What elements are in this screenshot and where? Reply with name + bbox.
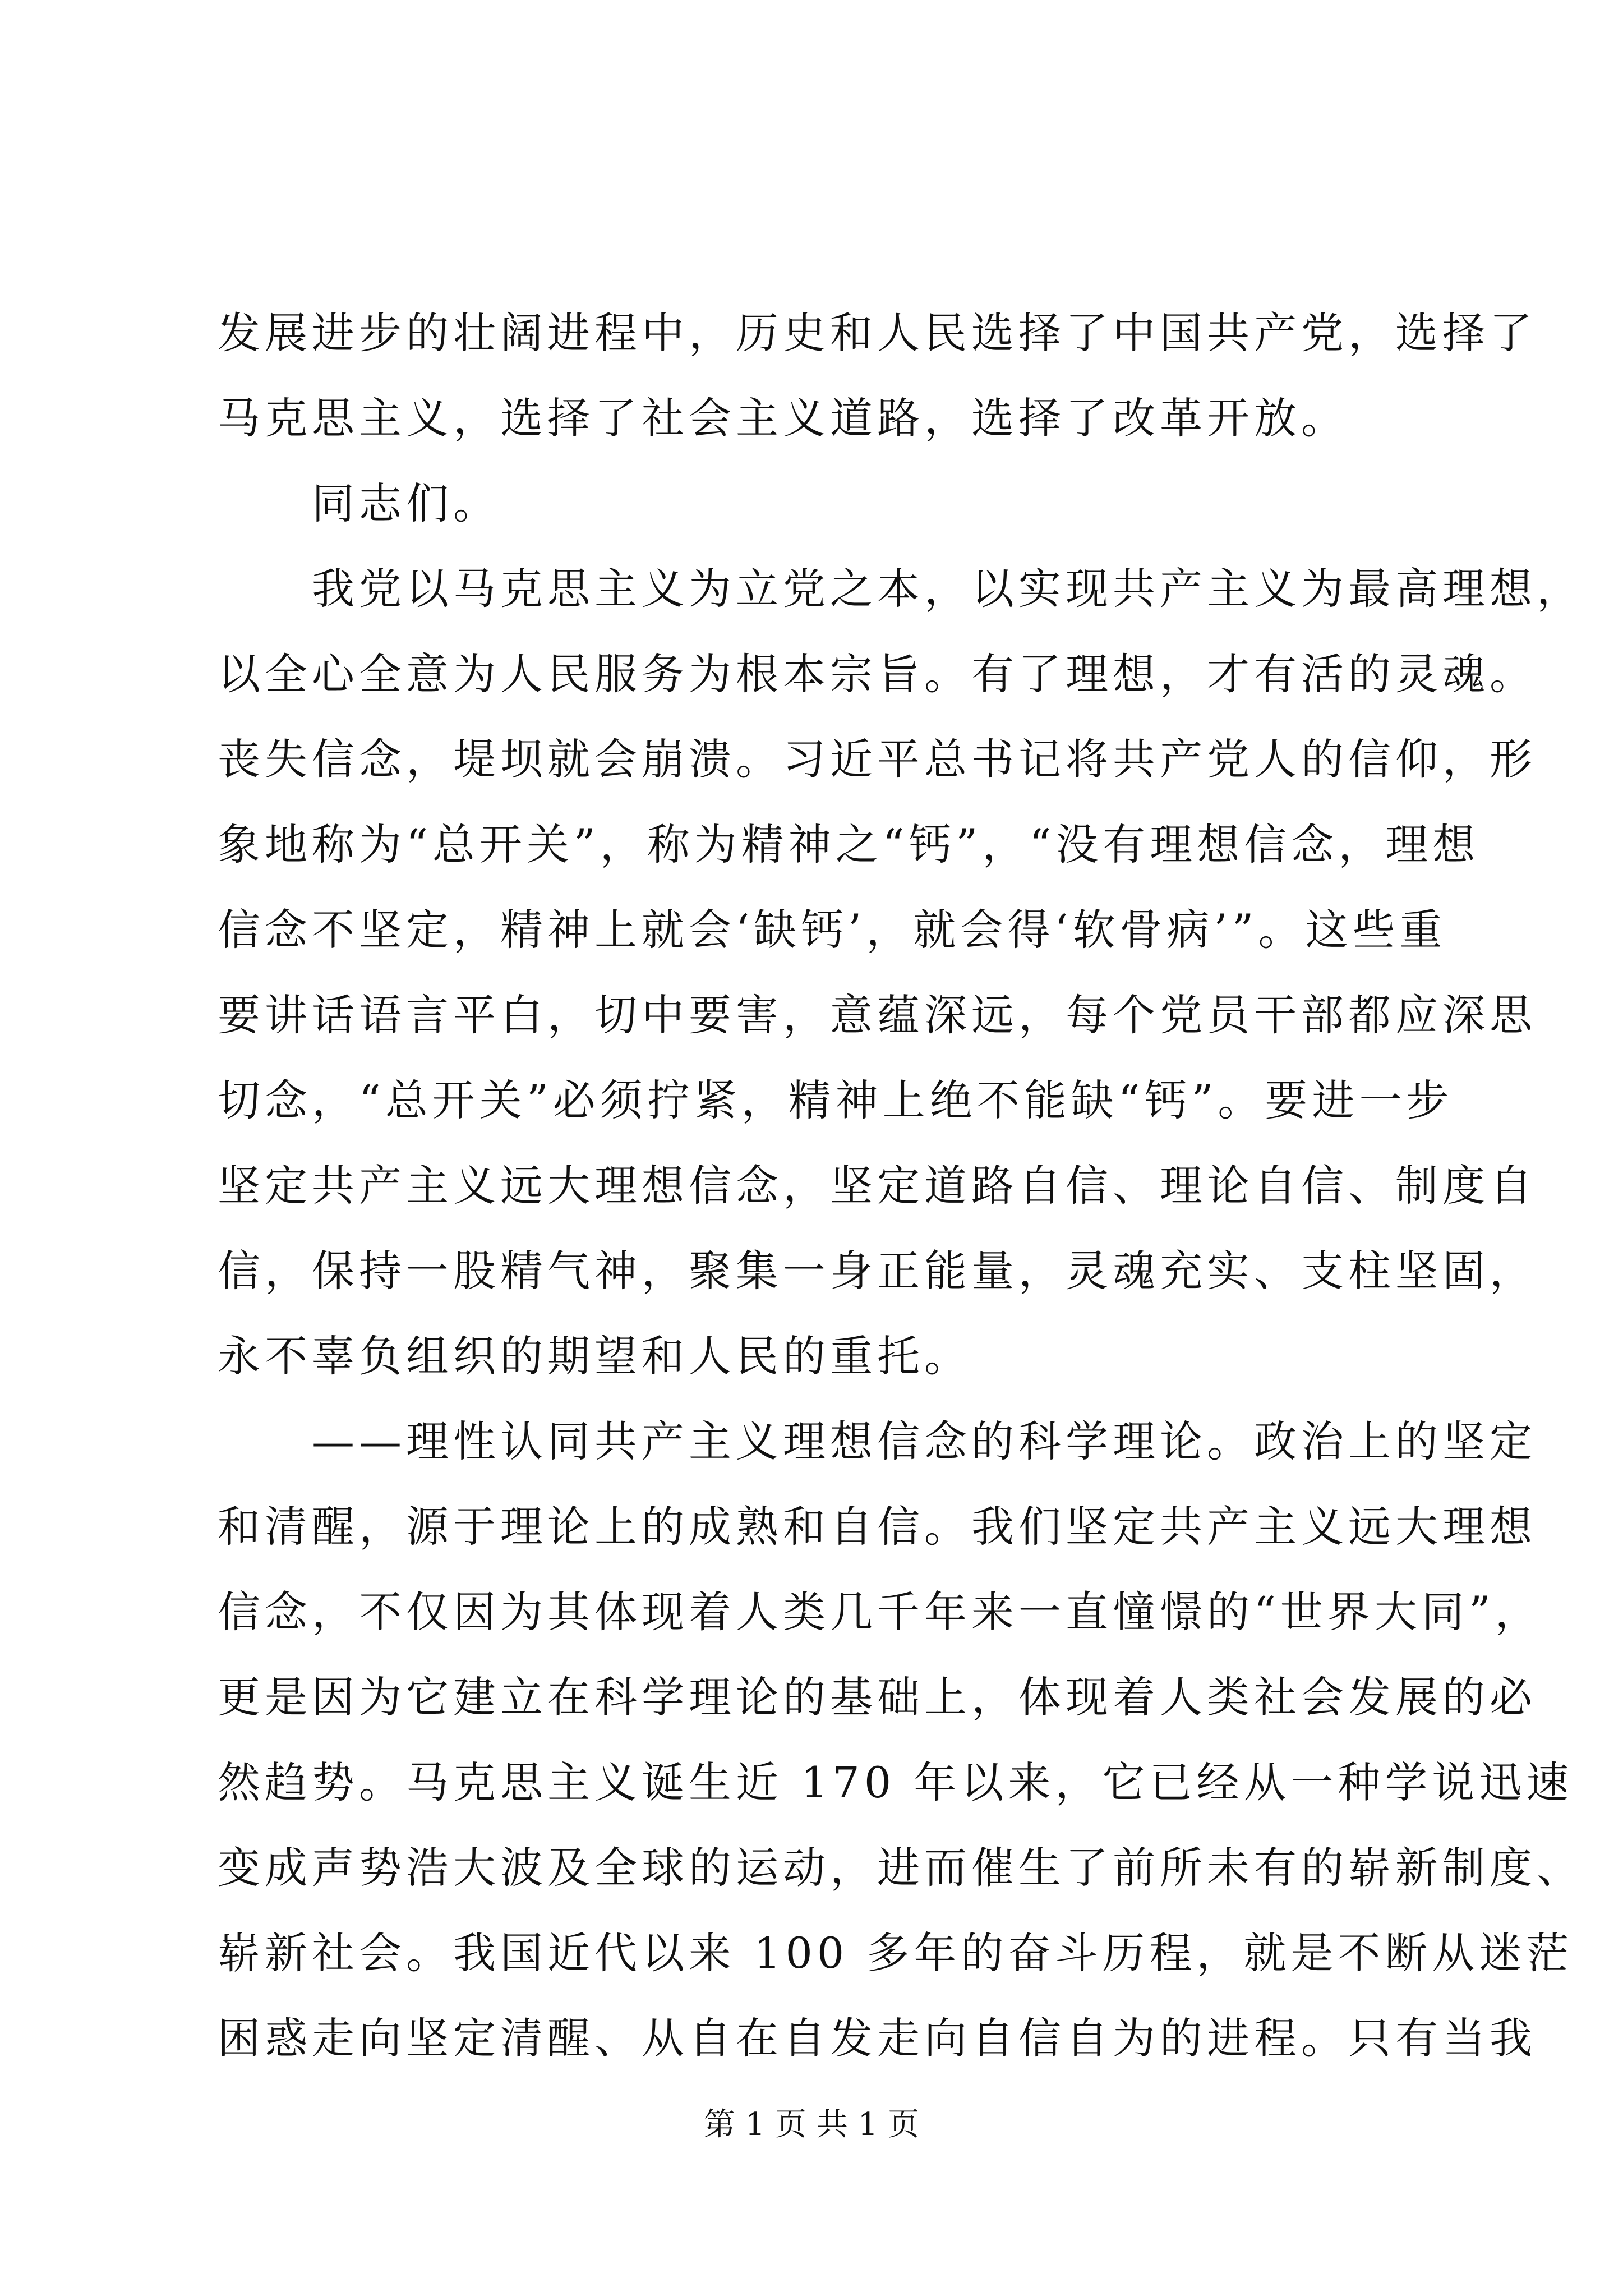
text-line: 切念，“总开关”必须拧紧，精神上绝不能缺“钙”。要进一步 <box>218 1075 1454 1125</box>
text-line: 信念不坚定，精神上就会‘缺钙’，就会得‘软骨病’”。这些重 <box>218 905 1447 955</box>
text-line: 以全心全意为人民服务为根本宗旨。有了理想，才有活的灵魂。 <box>218 649 1537 699</box>
text-line: 和清醒，源于理论上的成熟和自信。我们坚定共产主义远大理想 <box>218 1502 1537 1552</box>
text-line: 象地称为“总开关”，称为精神之“钙”，“没有理想信念，理想 <box>218 820 1480 869</box>
document-body <box>218 291 1584 2081</box>
text-line: ——理性认同共产主义理想信念的科学理论。政治上的坚定 <box>218 1416 1537 1466</box>
text-line: 然趋势。马克思主义诞生近 170 年以来，它已经从一种学说迅速 <box>218 1757 1574 1807</box>
text-line: 信，保持一股精气神，聚集一身正能量，灵魂充实、支柱坚固， <box>218 1246 1537 1296</box>
text-line: 变成声势浩大波及全球的运动，进而催生了前所未有的崭新制度、 <box>218 1843 1584 1893</box>
page-footer <box>0 2102 1623 2147</box>
text-line: 信念，不仅因为其体现着人类几千年来一直憧憬的“世界大同”， <box>218 1587 1542 1637</box>
text-line: 我党以马克思主义为立党之本，以实现共产主义为最高理想， <box>218 564 1584 614</box>
text-line: 发展进步的壮阔进程中，历史和人民选择了中国共产党，选择了 <box>218 308 1537 358</box>
page-number-label: 第 1 页 共 1 页 <box>703 2106 920 2143</box>
text-line: 同志们。 <box>218 478 500 528</box>
text-line: 马克思主义，选择了社会主义道路，选择了改革开放。 <box>218 393 1348 443</box>
text-line: 困惑走向坚定清醒、从自在自发走向自信自为的进程。只有当我 <box>218 2013 1537 2063</box>
text-line: 坚定共产主义远大理想信念，坚定道路自信、理论自信、制度自 <box>218 1161 1537 1211</box>
text-line: 更是因为它建立在科学理论的基础上，体现着人类社会发展的必 <box>218 1672 1537 1722</box>
text-line: 要讲话语言平白，切中要害，意蕴深远，每个党员干部都应深思 <box>218 990 1537 1040</box>
text-line: 崭新社会。我国近代以来 100 多年的奋斗历程，就是不断从迷茫 <box>218 1928 1574 1978</box>
text-line: 永不辜负组织的期望和人民的重托。 <box>218 1331 971 1381</box>
text-line: 丧失信念，堤坝就会崩溃。习近平总书记将共产党人的信仰，形 <box>218 734 1537 784</box>
